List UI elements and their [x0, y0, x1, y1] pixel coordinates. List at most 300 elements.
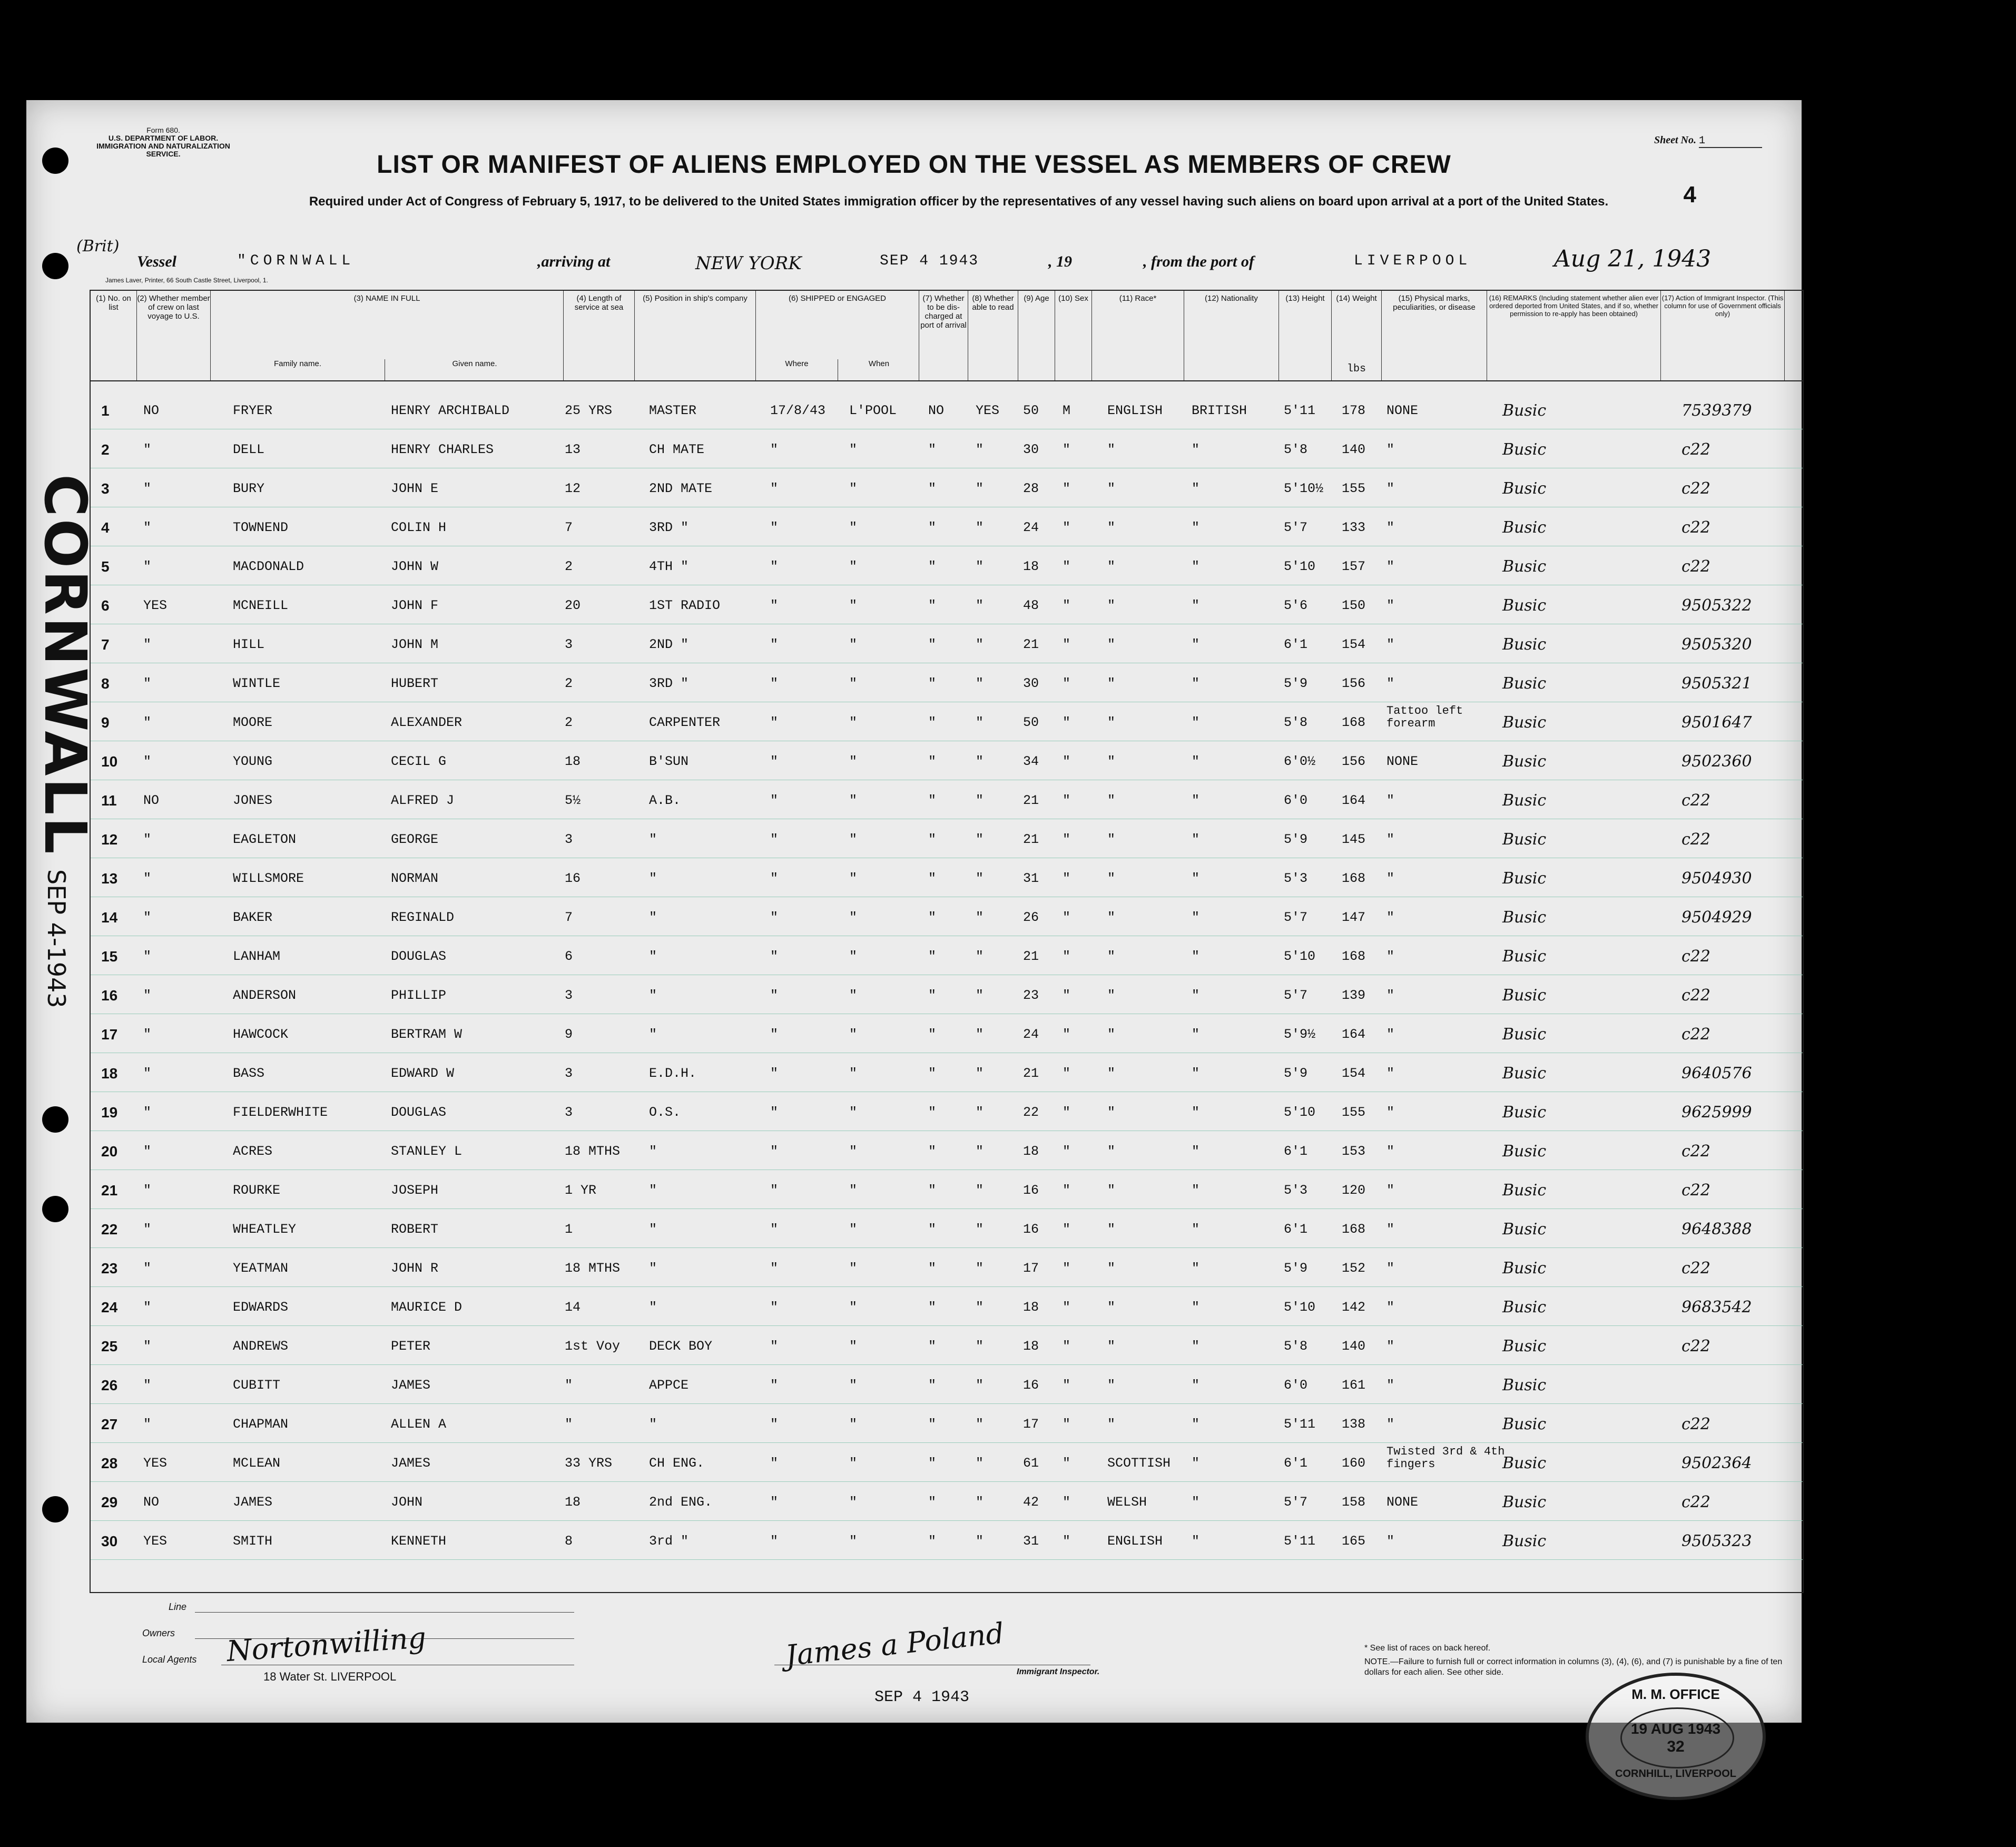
discharge-cell: ": [928, 676, 937, 691]
form-number: Form 680.: [146, 126, 180, 134]
inspector-action-cell: 9505323: [1681, 1532, 1752, 1550]
physical-marks-cell: ": [1386, 949, 1395, 964]
weight-cell: 139: [1342, 988, 1366, 1003]
height-cell: 5'10: [1284, 1105, 1316, 1120]
position-cell: O.S.: [649, 1105, 681, 1120]
prev-voyage-cell: ": [143, 949, 152, 964]
weight-cell: 150: [1342, 598, 1366, 613]
physical-marks-cell: ": [1386, 1261, 1395, 1276]
shipped-where-cell: ": [770, 832, 779, 847]
shipped-where-cell: ": [770, 559, 779, 574]
shipped-when-cell: ": [849, 676, 858, 691]
given-name-cell: CECIL G: [391, 754, 447, 769]
race-cell: ": [1107, 1144, 1116, 1159]
physical-marks-cell: NONE: [1386, 1495, 1419, 1510]
position-cell: 2nd ENG.: [649, 1495, 713, 1510]
discharge-cell: ": [928, 1300, 937, 1315]
discharge-cell: ": [928, 793, 937, 808]
row-number-cell: 16: [101, 987, 118, 1004]
nationality-cell: ": [1192, 1027, 1200, 1042]
office-stamp: [1586, 1673, 1766, 1800]
table-row: [91, 703, 1803, 741]
height-cell: 6'1: [1284, 1456, 1308, 1471]
height-cell: 5'10: [1284, 559, 1316, 574]
race-cell: ": [1107, 1222, 1116, 1237]
height-cell: 6'0: [1284, 1378, 1308, 1393]
given-name-cell: JOSEPH: [391, 1183, 439, 1198]
family-name-cell: FIELDERWHITE: [233, 1105, 328, 1120]
age-cell: 21: [1023, 793, 1039, 808]
sex-cell: ": [1063, 1495, 1071, 1510]
prev-voyage-cell: NO: [143, 793, 160, 808]
height-cell: 5'9: [1284, 1261, 1308, 1276]
physical-marks-cell: ": [1386, 1339, 1395, 1354]
sex-cell: ": [1063, 793, 1071, 808]
physical-marks-cell: ": [1386, 1417, 1395, 1432]
nationality-cell: ": [1192, 1534, 1200, 1549]
sex-cell: ": [1063, 1534, 1071, 1549]
sex-cell: ": [1063, 559, 1071, 574]
given-name-cell: JAMES: [391, 1378, 431, 1393]
height-cell: 5'3: [1284, 1183, 1308, 1198]
age-cell: 61: [1023, 1456, 1039, 1471]
shipped-where-cell: ": [770, 1027, 779, 1042]
position-cell: MASTER: [649, 403, 697, 418]
able-to-read-cell: ": [976, 1378, 984, 1393]
weight-cell: 164: [1342, 793, 1366, 808]
inspector-action-cell: 9504930: [1681, 869, 1752, 888]
discharge-cell: ": [928, 1066, 937, 1081]
family-name-cell: DELL: [233, 442, 265, 457]
remarks-cell: Busic: [1502, 518, 1547, 537]
weight-heading: (14) Weight: [1336, 294, 1377, 303]
col-header-position: (5) Position in ship's company: [635, 291, 756, 380]
shipped-when-cell: ": [849, 1144, 858, 1159]
weight-cell: 140: [1342, 442, 1366, 457]
shipped-when-cell: ": [849, 793, 858, 808]
nationality-cell: ": [1192, 1183, 1200, 1198]
given-name-cell: JOHN W: [391, 559, 439, 574]
shipped-when-cell: ": [849, 1300, 858, 1315]
shipped-where-cell: ": [770, 1222, 779, 1237]
physical-marks-cell: ": [1386, 910, 1395, 925]
owners-label: Owners: [142, 1628, 175, 1638]
shipped-where-cell: ": [770, 1339, 779, 1354]
family-name-cell: EAGLETON: [233, 832, 297, 847]
able-to-read-cell: ": [976, 1027, 984, 1042]
given-name-cell: ALFRED J: [391, 793, 455, 808]
shipped-where-cell: ": [770, 871, 779, 886]
race-cell: ": [1107, 559, 1116, 574]
row-number-cell: 3: [101, 480, 110, 497]
inspector-action-cell: 9505322: [1681, 596, 1752, 615]
year-label: , 19: [1048, 253, 1072, 270]
service-length-cell: 18: [565, 754, 581, 769]
inspector-action-cell: c22: [1681, 1142, 1710, 1161]
remarks-cell: Busic: [1502, 830, 1547, 849]
shipped-when-cell: ": [849, 1222, 858, 1237]
shipped-when-cell: ": [849, 598, 858, 613]
position-cell: 1ST RADIO: [649, 598, 721, 613]
shipped-where-cell: ": [770, 637, 779, 652]
prev-voyage-cell: ": [143, 715, 152, 730]
physical-marks-cell: ": [1386, 598, 1395, 613]
position-cell: DECK BOY: [649, 1339, 713, 1354]
weight-cell: 157: [1342, 559, 1366, 574]
race-cell: ": [1107, 676, 1116, 691]
row-number-cell: 13: [101, 870, 118, 887]
shipped-where-cell: ": [770, 1066, 779, 1081]
line-rule: [195, 1612, 574, 1613]
row-number-cell: 1: [101, 402, 110, 419]
shipped-where-cell: ": [770, 988, 779, 1003]
table-row: [91, 1249, 1803, 1287]
race-cell: ": [1107, 832, 1116, 847]
position-cell: ": [649, 1183, 657, 1198]
shipped-when-cell: ": [849, 559, 858, 574]
height-cell: 5'9½: [1284, 1027, 1316, 1042]
position-cell: ": [649, 1417, 657, 1432]
row-number-cell: 30: [101, 1533, 118, 1549]
prev-voyage-cell: ": [143, 520, 152, 535]
row-number-cell: 8: [101, 675, 110, 692]
inspector-action-cell: 9505320: [1681, 635, 1752, 654]
race-cell: ": [1107, 1105, 1116, 1120]
physical-marks-cell: ": [1386, 520, 1395, 535]
col-header-discharge: (7) Whether to be dis-charged at port of arrival: [919, 291, 968, 380]
physical-marks-cell: ": [1386, 637, 1395, 652]
remarks-cell: Busic: [1502, 1025, 1547, 1044]
remarks-cell: Busic: [1502, 1415, 1547, 1433]
prev-voyage-cell: ": [143, 1261, 152, 1276]
height-cell: 5'8: [1284, 442, 1308, 457]
discharge-cell: ": [928, 442, 937, 457]
sex-cell: ": [1063, 1183, 1071, 1198]
table-row: [91, 469, 1803, 507]
nationality-cell: ": [1192, 598, 1200, 613]
table-row: [91, 937, 1803, 975]
discharge-cell: ": [928, 637, 937, 652]
weight-cell: 142: [1342, 1300, 1366, 1315]
family-name-cell: MCNEILL: [233, 598, 289, 613]
position-cell: 2ND ": [649, 637, 689, 652]
shipped-where-cell: ": [770, 598, 779, 613]
weight-cell: 168: [1342, 715, 1366, 730]
discharge-cell: ": [928, 1183, 937, 1198]
physical-marks-cell: ": [1386, 1534, 1395, 1549]
col-header-remarks: (16) REMARKS (Including statement whether alien ever ordered deported from United States, and if so, whether permission to re-apply has been obtained): [1487, 291, 1661, 380]
position-cell: 3RD ": [649, 520, 689, 535]
discharge-cell: ": [928, 1339, 937, 1354]
able-to-read-cell: ": [976, 1534, 984, 1549]
shipped-where-cell: ": [770, 910, 779, 925]
family-name-cell: CHAPMAN: [233, 1417, 289, 1432]
nationality-cell: ": [1192, 1417, 1200, 1432]
height-cell: 6'1: [1284, 1144, 1308, 1159]
sex-cell: ": [1063, 676, 1071, 691]
prev-voyage-cell: ": [143, 559, 152, 574]
sex-cell: ": [1063, 1066, 1071, 1081]
punch-hole: [42, 1496, 68, 1522]
position-cell: ": [649, 832, 657, 847]
vessel-label: Vessel: [137, 253, 176, 270]
physical-marks-cell: ": [1386, 793, 1395, 808]
punch-hole: [42, 148, 68, 174]
family-name-cell: MOORE: [233, 715, 273, 730]
nationality-cell: ": [1192, 520, 1200, 535]
prev-voyage-cell: ": [143, 676, 152, 691]
row-number-cell: 24: [101, 1299, 118, 1315]
shipped-when-cell: L'POOL: [849, 403, 897, 418]
age-cell: 17: [1023, 1261, 1039, 1276]
able-to-read-cell: ": [976, 1339, 984, 1354]
table-row: [91, 391, 1803, 429]
able-to-read-cell: ": [976, 1183, 984, 1198]
table-row: [91, 976, 1803, 1014]
prev-voyage-cell: ": [143, 1300, 152, 1315]
table-row: [91, 430, 1803, 468]
prev-voyage-cell: ": [143, 1066, 152, 1081]
service-length-cell: 12: [565, 481, 581, 496]
prev-voyage-cell: ": [143, 637, 152, 652]
height-cell: 5'7: [1284, 910, 1308, 925]
inspector-action-cell: c22: [1681, 479, 1710, 498]
sex-cell: ": [1063, 832, 1071, 847]
shipped-when-cell: ": [849, 1456, 858, 1471]
able-to-read-cell: ": [976, 754, 984, 769]
inspector-action-cell: 9505321: [1681, 674, 1752, 693]
row-number-cell: 18: [101, 1065, 118, 1082]
weight-cell: 154: [1342, 1066, 1366, 1081]
service-length-cell: 3: [565, 1066, 573, 1081]
shipped-when-cell: ": [849, 442, 858, 457]
physical-marks-cell: ": [1386, 1183, 1395, 1198]
crew-table: [90, 290, 1804, 1593]
age-cell: 16: [1023, 1378, 1039, 1393]
prev-voyage-cell: ": [143, 1378, 152, 1393]
given-name-cell: MAURICE D: [391, 1300, 463, 1315]
age-cell: 34: [1023, 754, 1039, 769]
table-row: [91, 898, 1803, 936]
service-length-cell: 3: [565, 1105, 573, 1120]
shipped-when-cell: ": [849, 1261, 858, 1276]
sex-cell: ": [1063, 1456, 1071, 1471]
col-header-age: (9) Age: [1018, 291, 1055, 380]
weight-cell: 160: [1342, 1456, 1366, 1471]
height-cell: 5'10: [1284, 949, 1316, 964]
age-cell: 24: [1023, 520, 1039, 535]
table-row: [91, 1171, 1803, 1209]
position-cell: 3rd ": [649, 1534, 689, 1549]
age-cell: 21: [1023, 1066, 1039, 1081]
table-row: [91, 1132, 1803, 1170]
discharge-cell: ": [928, 1417, 937, 1432]
family-name-cell: LANHAM: [233, 949, 281, 964]
inspector-action-cell: 7539379: [1681, 401, 1752, 420]
inspector-action-cell: c22: [1681, 791, 1710, 810]
remarks-cell: Busic: [1502, 635, 1547, 654]
inspector-signature: James a Poland: [783, 1616, 1006, 1673]
able-to-read-cell: ": [976, 442, 984, 457]
nationality-cell: ": [1192, 871, 1200, 886]
table-row: [91, 781, 1803, 819]
nationality-cell: ": [1192, 676, 1200, 691]
family-name-cell: MCLEAN: [233, 1456, 281, 1471]
discharge-cell: ": [928, 1105, 937, 1120]
service-length-cell: 2: [565, 715, 573, 730]
nationality-cell: ": [1192, 1300, 1200, 1315]
inspector-action-cell: c22: [1681, 1181, 1710, 1200]
physical-marks-cell: ": [1386, 1066, 1395, 1081]
prev-voyage-cell: NO: [143, 403, 160, 418]
family-name-cell: WINTLE: [233, 676, 281, 691]
family-name-cell: YEATMAN: [233, 1261, 289, 1276]
remarks-cell: Busic: [1502, 908, 1547, 927]
family-name-cell: FRYER: [233, 403, 273, 418]
page-subtitle: Required under Act of Congress of February 5, 1917, to be delivered to the United States immigration officer by the representatives of any vessel having such aliens on board upon arrival at a port of the United States.: [309, 194, 1609, 209]
from-label: , from the port of: [1143, 253, 1254, 270]
age-cell: 21: [1023, 637, 1039, 652]
nationality-cell: ": [1192, 832, 1200, 847]
prev-voyage-cell: NO: [143, 1495, 160, 1510]
inspector-action-cell: c22: [1681, 986, 1710, 1005]
remarks-cell: Busic: [1502, 674, 1547, 693]
race-cell: ": [1107, 1300, 1116, 1315]
service-length-cell: 16: [565, 871, 581, 886]
prev-voyage-cell: ": [143, 481, 152, 496]
race-cell: WELSH: [1107, 1495, 1147, 1510]
race-cell: ": [1107, 910, 1116, 925]
able-to-read-cell: ": [976, 676, 984, 691]
col-header-action: (17) Action of Immigrant Inspector. (This column for use of Government officials only): [1661, 291, 1785, 380]
sex-cell: ": [1063, 598, 1071, 613]
row-number-cell: 19: [101, 1104, 118, 1121]
service-length-cell: 18 MTHS: [565, 1261, 621, 1276]
prev-voyage-cell: ": [143, 1183, 152, 1198]
row-number-cell: 23: [101, 1260, 118, 1276]
nationality-cell: ": [1192, 637, 1200, 652]
shipped-when-cell: ": [849, 1417, 858, 1432]
service-length-cell: 1st Voy: [565, 1339, 621, 1354]
race-cell: ": [1107, 637, 1116, 652]
discharge-cell: ": [928, 949, 937, 964]
vessel-name: "CORNWALL: [237, 253, 355, 269]
shipped-when-cell: ": [849, 715, 858, 730]
given-name-cell: DOUGLAS: [391, 949, 447, 964]
table-row: [91, 820, 1803, 858]
shipped-when-cell: ": [849, 1066, 858, 1081]
prev-voyage-cell: ": [143, 1417, 152, 1432]
family-name-cell: EDWARDS: [233, 1300, 289, 1315]
age-cell: 16: [1023, 1222, 1039, 1237]
family-name-cell: ANDREWS: [233, 1339, 289, 1354]
shipped-when-cell: ": [849, 1495, 858, 1510]
discharge-cell: ": [928, 910, 937, 925]
able-to-read-cell: ": [976, 832, 984, 847]
discharge-cell: ": [928, 1027, 937, 1042]
given-name-cell: JOHN R: [391, 1261, 439, 1276]
position-cell: ": [649, 1222, 657, 1237]
given-name-cell: PETER: [391, 1339, 431, 1354]
able-to-read-cell: ": [976, 988, 984, 1003]
race-cell: ": [1107, 754, 1116, 769]
remarks-cell: Busic: [1502, 557, 1547, 576]
shipped-when-cell: ": [849, 871, 858, 886]
shipped-when-cell: ": [849, 1105, 858, 1120]
able-to-read-cell: ": [976, 1495, 984, 1510]
row-number-cell: 26: [101, 1377, 118, 1393]
able-to-read-cell: ": [976, 598, 984, 613]
family-name-cell: HILL: [233, 637, 265, 652]
service-length-cell: 33 YRS: [565, 1456, 613, 1471]
race-cell: ": [1107, 520, 1116, 535]
nationality-cell: ": [1192, 793, 1200, 808]
service-length-cell: 6: [565, 949, 573, 964]
family-name-cell: WILLSMORE: [233, 871, 304, 886]
service-length-cell: 1: [565, 1222, 573, 1237]
sidebar-date: SEP 4-1943: [42, 869, 71, 1008]
given-name-cell: JOHN M: [391, 637, 439, 652]
page-number: 4: [1683, 182, 1696, 208]
race-cell: ": [1107, 1027, 1116, 1042]
discharge-cell: ": [928, 754, 937, 769]
printer-credit: James Laver, Printer, 66 South Castle Street, Liverpool, 1.: [105, 277, 268, 284]
height-cell: 5'11: [1284, 1534, 1316, 1549]
position-cell: B'SUN: [649, 754, 689, 769]
discharge-cell: ": [928, 1378, 937, 1393]
nationality-cell: BRITISH: [1192, 403, 1247, 418]
given-name-cell: JOHN E: [391, 481, 439, 496]
position-cell: CARPENTER: [649, 715, 721, 730]
inspector-action-cell: c22: [1681, 1259, 1710, 1278]
physical-marks-cell: ": [1386, 559, 1395, 574]
sheet-number: [1654, 134, 1762, 148]
sex-cell: ": [1063, 1144, 1071, 1159]
able-to-read-cell: ": [976, 481, 984, 496]
given-name-cell: STANLEY L: [391, 1144, 463, 1159]
age-cell: 28: [1023, 481, 1039, 496]
age-cell: 18: [1023, 1339, 1039, 1354]
prev-voyage-cell: YES: [143, 1534, 168, 1549]
physical-marks-cell: ": [1386, 1027, 1395, 1042]
table-row: [91, 1093, 1803, 1131]
remarks-cell: Busic: [1502, 791, 1547, 810]
sex-cell: ": [1063, 1027, 1071, 1042]
race-cell: ": [1107, 988, 1116, 1003]
table-row: [91, 1327, 1803, 1365]
physical-marks-cell: ": [1386, 481, 1395, 496]
shipped-where-cell: ": [770, 1534, 779, 1549]
service-length-cell: 2: [565, 676, 573, 691]
race-cell: ": [1107, 1339, 1116, 1354]
able-to-read-cell: ": [976, 637, 984, 652]
remarks-cell: Busic: [1502, 1259, 1547, 1278]
shipped-when-cell: ": [849, 520, 858, 535]
discharge-cell: ": [928, 598, 937, 613]
col-header-read: (8) Whether able to read: [968, 291, 1018, 380]
nationality-cell: ": [1192, 949, 1200, 964]
race-cell: SCOTTISH: [1107, 1456, 1171, 1471]
able-to-read-cell: ": [976, 1222, 984, 1237]
shipped-when-cell: ": [849, 1027, 858, 1042]
prev-voyage-cell: ": [143, 442, 152, 457]
position-cell: ": [649, 949, 657, 964]
position-cell: 2ND MATE: [649, 481, 713, 496]
age-cell: 18: [1023, 1300, 1039, 1315]
family-name-cell: ANDERSON: [233, 988, 297, 1003]
inspector-action-cell: 9502364: [1681, 1454, 1752, 1472]
row-number-cell: 17: [101, 1026, 118, 1043]
